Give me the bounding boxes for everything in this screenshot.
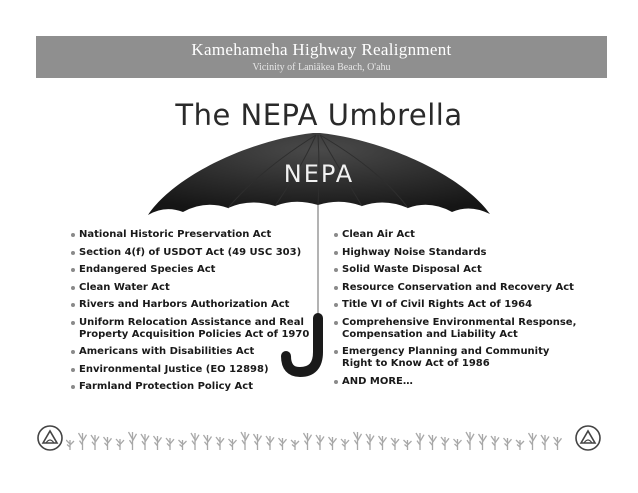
list-item: Comprehensive Environmental Response, Compensation and Liability Act — [333, 317, 583, 341]
list-item: Farmland Protection Policy Act — [70, 381, 310, 393]
list-item: Solid Waste Disposal Act — [333, 264, 583, 276]
list-item: Highway Noise Standards — [333, 247, 583, 259]
list-item: Section 4(f) of USDOT Act (49 USC 303) — [70, 247, 310, 259]
banner-subtitle: Vicinity of Laniākea Beach, O'ahu — [252, 62, 391, 73]
list-item: Resource Conservation and Recovery Act — [333, 282, 583, 294]
agency-logo-icon — [36, 424, 64, 452]
list-item: Uniform Relocation Assistance and Real Property Acquisition Policies Act of 1970 — [70, 317, 310, 341]
plant-silhouette-strip — [66, 428, 572, 450]
agency-logo-icon — [574, 424, 602, 452]
list-item: Endangered Species Act — [70, 264, 310, 276]
right-law-list — [333, 229, 583, 393]
left-law-list — [70, 229, 310, 399]
list-item: AND MORE… — [333, 376, 583, 388]
banner-title: Kamehameha Highway Realignment — [191, 40, 452, 59]
list-item: Clean Water Act — [70, 282, 310, 294]
list-item: Emergency Planning and Community Right to Know Act of 1986 — [333, 346, 583, 370]
list-item: Title VI of Civil Rights Act of 1964 — [333, 299, 583, 311]
list-item: Rivers and Harbors Authorization Act — [70, 299, 310, 311]
list-item: Clean Air Act — [333, 229, 583, 241]
umbrella-label: NEPA — [283, 160, 355, 188]
slide-title: The NEPA Umbrella — [175, 98, 463, 132]
list-item: Americans with Disabilities Act — [70, 346, 310, 358]
list-item: National Historic Preservation Act — [70, 229, 310, 241]
list-item: Environmental Justice (EO 12898) — [70, 364, 310, 376]
